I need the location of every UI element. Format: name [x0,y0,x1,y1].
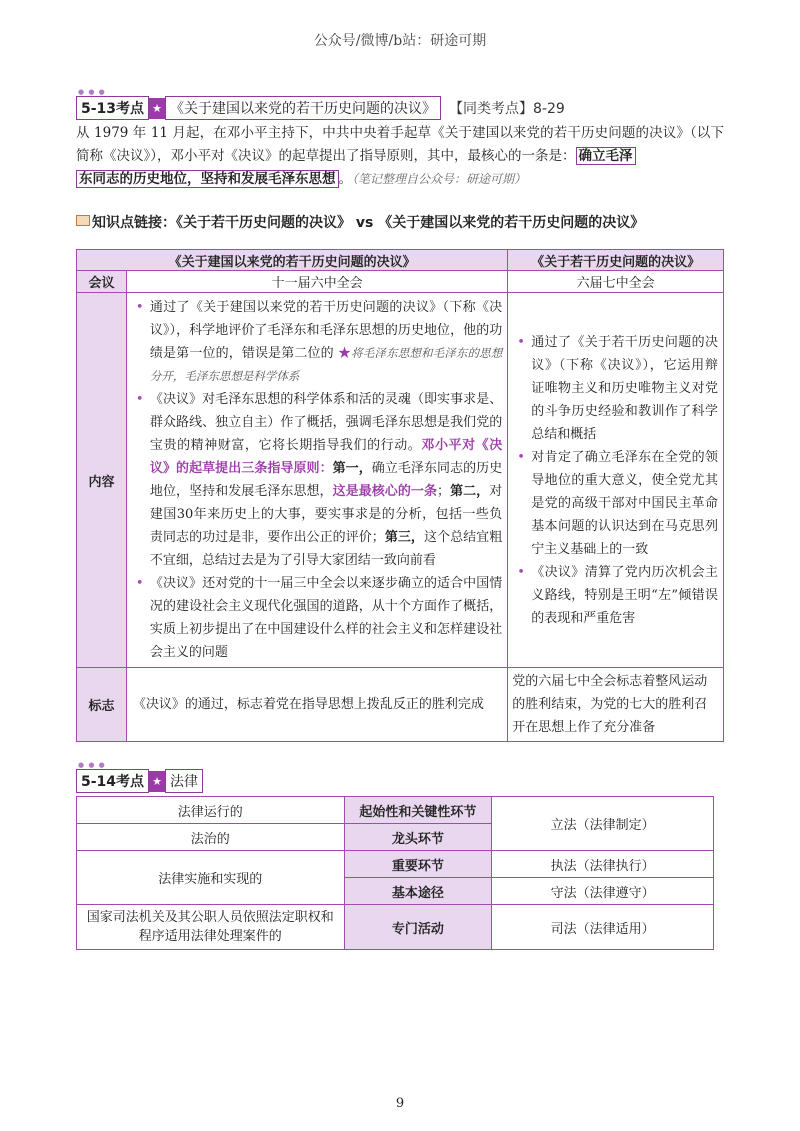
meeting-b: 六届七中全会 [508,271,724,293]
section-tag: 5-13考点 [76,96,149,120]
section-title: 法律 [165,769,203,793]
content-a [126,293,507,668]
punct: ； [437,484,451,499]
principle-third-text: 这个总结宜粗不宜细，总结过去是为了引导大家团结一致向前看 [149,530,503,568]
principle-first-text: 确立毛泽东同志的历史地位，坚持和发展毛泽东思想， [149,461,503,499]
row-label-sign: 标志 [77,668,127,742]
principle-first-label: 第一， [332,461,372,476]
content-a2-pre: 《决议》对毛泽东思想的科学体系和活的灵魂（即实事求是、群众路线、独立自主）作了概括，强调毛泽东思想是我们党的宝贵的精神财富，它将长期指导我们的行动。 [149,392,503,453]
list-item [150,388,502,572]
content-a1-text: 通过了《关于建国以来党的若干历史问题的决议》（下称《决议》），科学地评价了毛泽东和毛泽东思想的历史地位，他的功绩是第一位的，错误是第二位的 [149,300,503,361]
section-5-13-paragraph [76,122,724,191]
section-5-14-heading [76,761,203,793]
list-item [150,296,502,388]
content-b [508,293,724,668]
table-row-meeting [77,271,724,293]
related-points: 【同类考点】8-29 [449,101,565,117]
law-mid: 重要环节 [344,851,492,878]
highlight-key-point: 确立毛泽 [576,147,636,165]
law-mid: 基本途径 [344,878,492,905]
page-header: 公众号/微博/b站：研途可期 [313,33,487,49]
law-right: 司法（法律适用） [492,905,714,950]
law-mid: 龙头环节 [344,824,492,851]
law-right: 守法（法律遵守） [492,878,714,905]
handwritten-star-icon: ★ [338,346,352,361]
knowledge-link [76,212,644,232]
law-mid: 专门活动 [344,905,492,950]
law-mid: 起始性和关键性环节 [344,797,492,824]
paragraph-text: 从 1979 年 11 月起，在邓小平主持下，中共中央着手起草《关于建国以来党的若干历史问题的决议》（以下简称《决议》），邓小平对《决议》的起草提出了指导原则，其中，最核心的一条是： [76,125,724,164]
core-principle-emphasis: 这是最核心的一条 [332,484,437,499]
note-source: （笔记整理自公众号：研途可期） [352,172,527,186]
paragraph-end: 。 [338,171,352,187]
decor-dots: ● ● ● [78,88,106,96]
row-label-content: 内容 [77,293,127,668]
list-item: • 《决议》清算了党内历次机会主义路线，特别是王明“左”倾错误的表现和严重危害 [531,561,718,630]
list-item: • 通过了《关于若干历史问题的决议》（下称《决议》），它运用辩证唯物主义和历史唯物主义对党的斗争历史经验和教训作了科学总结和概括 [531,331,718,446]
law-left: 国家司法机关及其公职人员依照法定职权和程序适用法律处理案件的 [77,905,345,950]
principle-second-label: 第二， [450,484,490,499]
principle-third-label: 第三， [384,530,424,545]
law-left: 法律实施和实现的 [77,851,345,905]
law-right: 立法（法律制定） [492,797,714,851]
list-item: • 对肯定了确立毛泽东在全党的领导地位的重大意义，使全党尤其是党的高级干部对中国民主革命基本问题的认识达到在马克思列宁主义基础上的一致 [531,446,718,561]
row-label-meeting: 会议 [77,271,127,293]
content-a2-emphasis: 邓小平对《决议》的起草提出三条指导原则： [149,438,503,476]
principle-second-text: 对建国30年来历史上的大事，要实事求是的分析，包括一些负责同志的功过是非，要作出公正的评价； [149,484,503,545]
table-row [77,905,714,950]
book-icon [76,215,90,226]
content-a3-text: 《决议》还对党的十一届三中全会以来逐步确立的适合中国情况的建设社会主义现代化强国的道路，从十个方面作了概括，实质上初步提出了在中国建设什么样的社会主义和怎样建设社会主义的问题 [149,576,503,660]
highlight-key-point-cont: 东同志的历史地位，坚持和发展毛泽东思想 [76,170,339,188]
table-row-sign [77,668,724,742]
table-header-row [77,250,724,271]
table-row [77,797,714,824]
star-icon: ★ [149,98,165,119]
table-row [77,851,714,878]
star-icon: ★ [149,771,165,792]
link-text: 《关于若干历史问题的决议》 vs 《关于建国以来党的若干历史问题的决议》 [176,215,645,231]
section-title: 《关于建国以来党的若干历史问题的决议》 [165,96,441,120]
meeting-a: 十一届六中全会 [126,271,507,293]
section-tag: 5-14考点 [76,769,149,793]
header-cell-b: 《关于若干历史问题的决议》 [508,250,724,271]
list-item [150,572,502,664]
sign-a: 《决议》的通过，标志着党在指导思想上拨乱反正的胜利完成 [126,668,507,742]
comparison-table [76,249,724,742]
law-left: 法律运行的 [77,797,345,824]
decor-dots: ● ● ● [78,761,106,769]
link-label: 知识点链接： [92,215,176,231]
law-left: 法治的 [77,824,345,851]
page-number: 9 [395,1096,405,1111]
header-cell-a: 《关于建国以来党的若干历史问题的决议》 [77,250,508,271]
section-5-13-heading [76,88,565,120]
table-row-content [77,293,724,668]
law-right: 执法（法律执行） [492,851,714,878]
sign-b: 党的六届七中全会标志着整风运动的胜利结束，为党的七大的胜利召开在思想上作了充分准备 [508,668,724,742]
handwritten-note: 将毛泽东思想和毛泽东的思想分开，毛泽东思想是科学体系 [149,346,503,383]
law-table [76,796,714,950]
